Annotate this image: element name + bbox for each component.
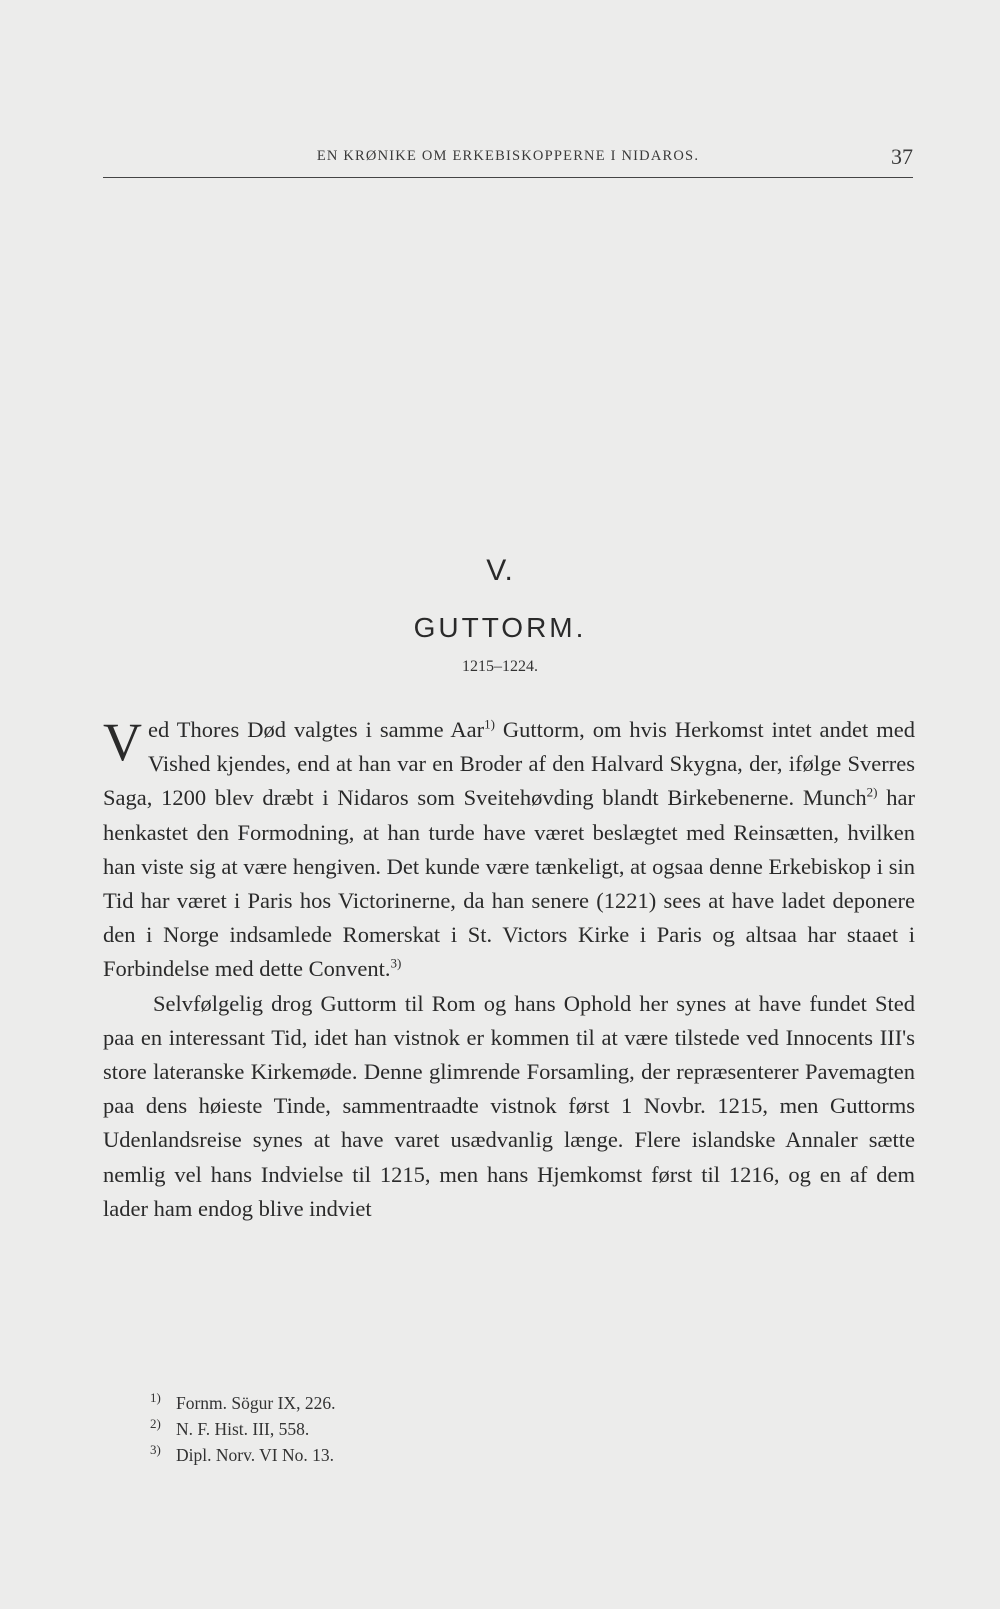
footnote-ref-3[interactable]: 3) xyxy=(390,955,402,971)
footnote-text: Dipl. Norv. VI No. 13. xyxy=(176,1445,334,1465)
text-segment: ed Thores Død valgtes i samme Aar xyxy=(148,717,485,742)
paragraph-1 xyxy=(103,713,915,987)
footnote-1: 1) Fornm. Sögur IX, 226. xyxy=(150,1390,336,1413)
text-segment: har henkastet den Formodning, at han turde have været beslægtet med Reinsætten, hvilken han viste sig at være hengiven. Det kunde være tænkeligt, at ogsaa denne Erkebiskop i sin Tid har været i Paris hos Victorinerne, da han senere (1221) sees at have ladet deponere den i Norge indsamlede Romerskat i St. Victors Kirke i Paris og altsaa har staaet i Forbindelse med dette Convent. xyxy=(103,785,915,982)
running-head xyxy=(103,144,913,176)
body-text xyxy=(103,713,915,1226)
chapter-number: V. xyxy=(486,554,514,587)
text-segment: Guttorm, om hvis Herkomst intet andet med Vished kjendes, end at han var en Broder af den Halvard Skygna, der, ifølge Sverres Saga, 1200 blev dræbt i Nidaros som Sveitehøvding blandt Birkebenerne. Munch xyxy=(103,717,915,811)
chapter-title: GUTTORM. xyxy=(413,612,587,643)
drop-cap: V xyxy=(103,712,142,772)
footnote-text: Fornm. Sögur IX, 226. xyxy=(176,1393,336,1413)
footnote-3: 3) Dipl. Norv. VI No. 13. xyxy=(150,1442,334,1465)
footnotes xyxy=(150,1390,750,1468)
footnote-text: N. F. Hist. III, 558. xyxy=(176,1419,310,1439)
footnote-2: 2) N. F. Hist. III, 558. xyxy=(150,1416,310,1439)
chapter-years: 1215–1224. xyxy=(462,658,538,675)
paragraph-2 xyxy=(103,987,915,1226)
footnote-ref-1[interactable]: 1) xyxy=(484,716,495,732)
page-number: 37 xyxy=(891,144,913,169)
running-title: EN KRØNIKE OM ERKEBISKOPPERNE I NIDAROS. xyxy=(316,148,700,164)
footnote-ref-2[interactable]: 2) xyxy=(866,784,878,800)
header-rule xyxy=(103,177,913,178)
text-segment: Selvfølgelig drog Guttorm til Rom og hans Ophold her synes at have fundet Sted paa en interessant Tid, idet han vistnok er kommen til at være tilstede ved Innocents III's store lateranske Kirkemøde. Denne glimrende Forsamling, der repræsenterer Pavemagten paa dens høieste Tinde, sammentraadte vistnok først 1 Novbr. 1215, men Guttorms Udenlandsreise synes at have varet usædvanlig længe. Flere islandske Annaler sætte nemlig vel hans Indvielse til 1215, men hans Hjemkomst først til 1216, og en af dem lader ham endog blive indviet xyxy=(103,990,915,1221)
